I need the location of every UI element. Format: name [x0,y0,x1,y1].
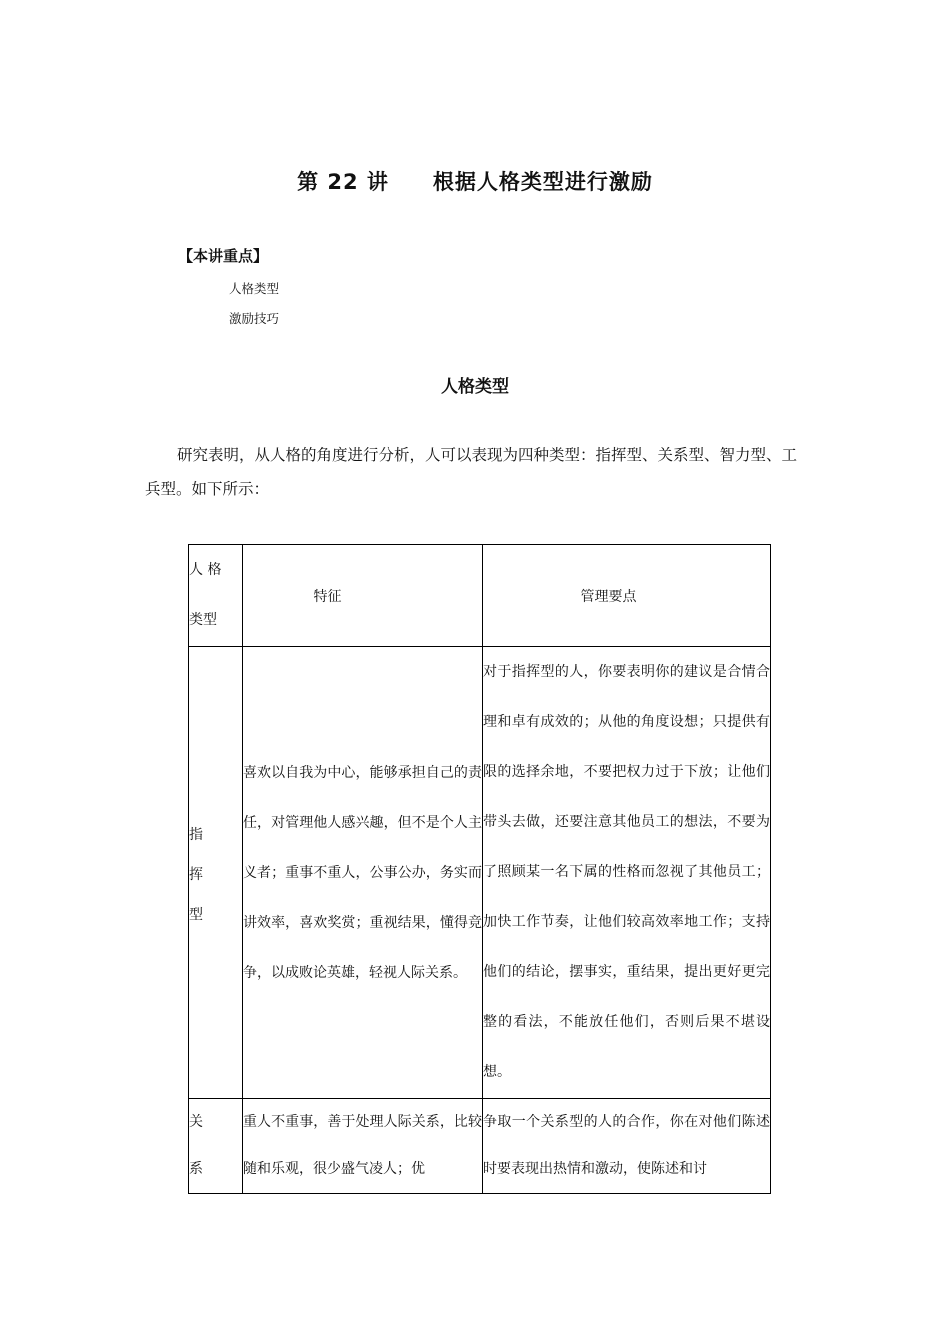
type-char: 关 [189,1114,203,1130]
header-management-cell [483,545,771,647]
table-row [189,647,771,1099]
key-point-item: 激励技巧 [229,311,280,326]
key-points-heading: 【本讲重点】 [178,247,269,265]
management-cell: 争取一个关系型的人的合作，你在对他们陈述时要表现出热情和激动，使陈述和讨 [483,1099,771,1194]
type-char: 系 [189,1161,203,1177]
header-type-line: 人 格 [189,562,222,578]
header-features-cell [243,545,483,647]
features-cell: 重人不重事，善于处理人际关系，比较随和乐观，很少盛气凌人；优 [243,1099,483,1194]
header-features-label: 特征 [313,588,342,605]
lecture-title-text: 根据人格类型进行激励 [432,170,653,194]
management-cell: 对于指挥型的人，你要表明你的建议是合情合理和卓有成效的；从他的角度设想；只提供有限的选择余地，不要把权力过于下放；让他们带头去做，还要注意其他员工的想法，不要为了照顾某一名下属的性格而忽视了其他员工；加快工作节奏，让他们较高效率地工作；支持他们的结论，摆事实，重结果，提出更好更完整的看法，不能放任他们，否则后果不堪设想。 [483,647,771,1099]
type-cell-commander [189,647,243,1099]
header-type-line: 类型 [189,612,217,628]
header-management-label: 管理要点 [580,588,637,605]
type-char: 型 [189,906,203,923]
table-row [189,1099,771,1194]
header-type-cell [189,545,243,647]
table-header-row [189,545,771,647]
key-point-item: 人格类型 [229,281,280,296]
personality-type-table [188,544,771,1194]
lecture-title [0,166,950,196]
features-cell: 喜欢以自我为中心，能够承担自己的责任，对管理他人感兴趣，但不是个人主义者；重事不重人，公事公办，务实而讲效率，喜欢奖赏；重视结果，懂得竞争，以成败论英雄，轻视人际关系。 [243,647,483,1099]
type-cell-relationship [189,1099,243,1194]
section-title: 人格类型 [441,377,509,397]
type-char: 指 [189,826,203,843]
type-char: 挥 [189,866,203,883]
lecture-number: 第 22 讲 [297,170,389,194]
intro-paragraph: 研究表明，从人格的角度进行分析，人可以表现为四种类型：指挥型、关系型、智力型、工兵型。如下所示： [145,446,798,498]
